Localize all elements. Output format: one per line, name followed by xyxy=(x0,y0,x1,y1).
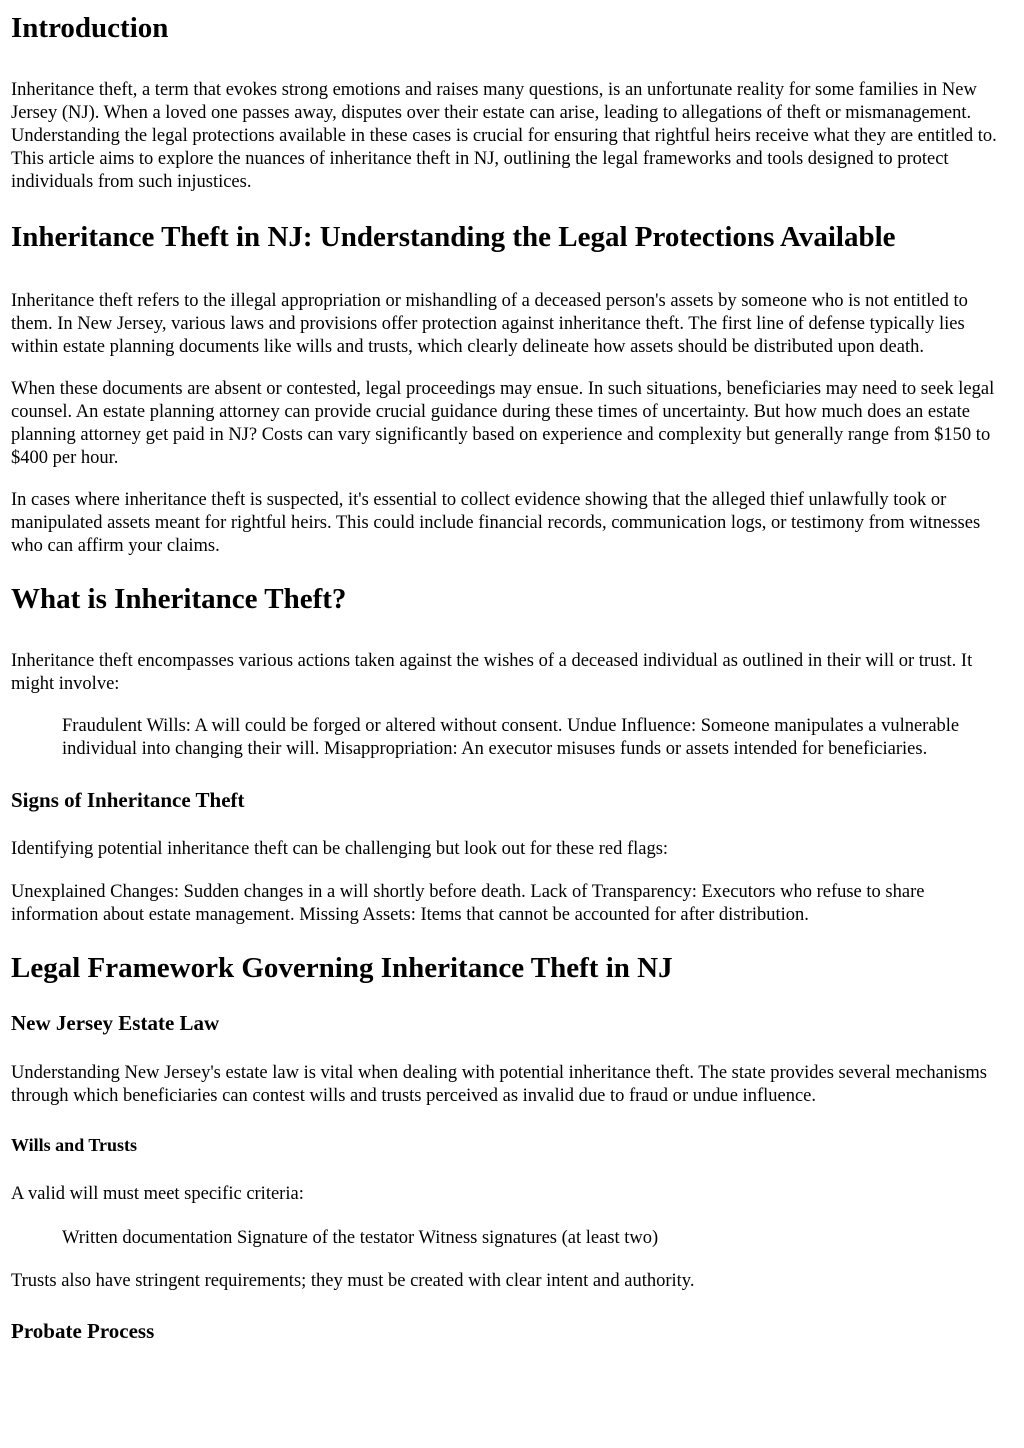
intro-paragraph: Inheritance theft, a term that evokes strong emotions and raises many questions, is an unfortunate reality for some families in New Jersey (NJ). When a loved one passes away, disputes over their estate can arise, leading to allegations of theft or mismanagement. Understanding the legal protections available in these cases is crucial for ensuring that rightful heirs receive what they are entitled to. This article aims to explore the nuances of inheritance theft in NJ, outlining the legal frameworks and tools designed to protect individuals from such injustices. xyxy=(11,80,997,192)
protections-paragraph-3: In cases where inheritance theft is suspected, it's essential to collect evidence showing that the alleged thief unlawfully took or manipulated assets meant for rightful heirs. This could include financial records, communication logs, or testimony from witnesses who can affirm your claims. xyxy=(11,490,981,556)
what-is-paragraph: Inheritance theft encompasses various actions taken against the wishes of a deceased individual as outlined in their will or trust. It might involve: xyxy=(11,651,973,694)
heading-signs-of-theft: Signs of Inheritance Theft xyxy=(11,788,245,812)
signs-paragraph-1: Identifying potential inheritance theft can be challenging but look out for these red flags: xyxy=(11,839,669,859)
heading-introduction: Introduction xyxy=(11,12,169,44)
heading-nj-estate-law: New Jersey Estate Law xyxy=(11,1011,220,1035)
signs-paragraph-2: Unexplained Changes: Sudden changes in a will shortly before death. Lack of Transparency: Executors who refuse to share information about estate management. Missing Assets: Items that cannot be accounted for after distribution. xyxy=(11,882,925,925)
wills-paragraph-1: A valid will must meet specific criteria: xyxy=(11,1184,304,1204)
heading-what-is-inheritance-theft: What is Inheritance Theft? xyxy=(11,583,347,615)
heading-legal-protections: Inheritance Theft in NJ: Understanding the Legal Protections Available xyxy=(11,221,896,253)
protections-paragraph-1: Inheritance theft refers to the illegal appropriation or mishandling of a deceased person's assets by someone who is not entitled to them. In New Jersey, various laws and provisions offer protection against inheritance theft. The first line of defense typically lies within estate planning documents like wills and trusts, which clearly delineate how assets should be distributed upon death. xyxy=(11,291,968,357)
heading-wills-and-trusts: Wills and Trusts xyxy=(11,1135,138,1155)
wills-criteria-quote: Written documentation Signature of the testator Witness signatures (at least two) xyxy=(62,1228,659,1248)
protections-paragraph-2: When these documents are absent or contested, legal proceedings may ensue. In such situations, beneficiaries may need to seek legal counsel. An estate planning attorney can provide crucial guidance during these times of uncertainty. But how much does an estate planning attorney get paid in NJ? Costs can vary significantly based on experience and complexity but generally range from $150 to $400 per hour. xyxy=(11,379,995,468)
estate-law-paragraph: Understanding New Jersey's estate law is vital when dealing with potential inheritance theft. The state provides several mechanisms through which beneficiaries can contest wills and trusts perceived as invalid due to fraud or undue influence. xyxy=(11,1063,988,1106)
wills-paragraph-2: Trusts also have stringent requirements; they must be created with clear intent and authority. xyxy=(11,1271,695,1291)
heading-legal-framework: Legal Framework Governing Inheritance Theft in NJ xyxy=(11,952,673,984)
heading-probate-process: Probate Process xyxy=(11,1319,155,1343)
what-is-list-quote: Fraudulent Wills: A will could be forged or altered without consent. Undue Influence: Someone manipulates a vulnerable individual into changing their will. Misappropriation: An executor misuses funds or assets intended for beneficiaries. xyxy=(62,716,960,759)
